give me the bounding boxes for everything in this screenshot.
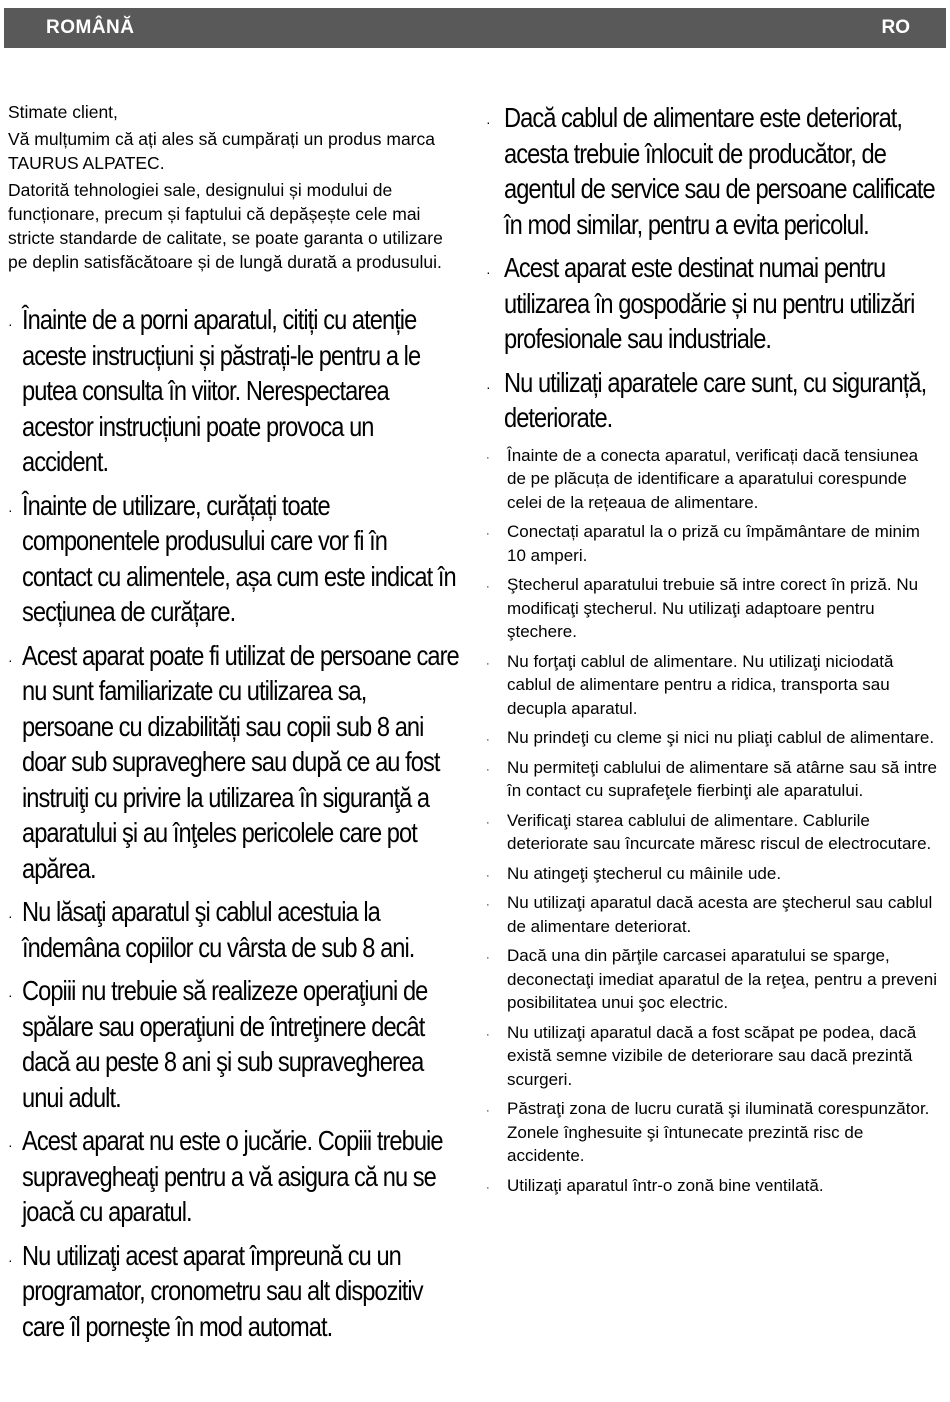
list-item-text: Nu permiteţi cablului de alimentare să atârne sau să intre în contact cu suprafeţele fierbinţi ale aparatului. [507,757,937,800]
list-item-text: Acest aparat poate fi utilizat de persoane care nu sunt familiarizate cu utilizarea sa, persoane cu dizabilități sau copii sub 8 ani doar sub supraveghere sau după ce au fost instruiţi cu privire la utilizarea în siguranţă a aparatului şi au înţeles pericolele care pot apărea. [22,639,459,884]
list-item [8,894,463,965]
list-item [486,650,941,721]
list-item [486,891,941,938]
list-item [486,1174,941,1198]
list-item [8,1123,463,1230]
list-item [486,573,941,644]
list-item [486,1097,941,1168]
right-column [486,100,941,1203]
list-item [486,444,941,515]
bullet-icon: · [486,581,490,593]
bullet-icon: · [486,528,490,540]
language-title: ROMÂNĂ [46,17,135,38]
list-item-text: Nu utilizaţi acest aparat împreună cu un programator, cronometru sau alt dispozitiv care îl porneşte în mod automat. [22,1239,423,1342]
list-item [486,809,941,856]
bullet-icon: · [8,501,12,518]
list-item-text: Nu forţaţi cablul de alimentare. Nu utilizaţi niciodată cablul de alimentare pentru a ridica, transporta sau decupla aparatul. [507,651,894,718]
bullet-icon: · [486,451,490,464]
bullet-icon: · [8,316,12,332]
safety-list-left [8,302,463,1344]
list-item [486,944,941,1015]
list-item-text: Acest aparat nu este o jucărie. Copiii trebuie supravegheaţi pentru a vă asigura că nu se joacă cu aparatul. [22,1125,443,1227]
list-item [486,1021,941,1092]
bullet-icon: · [486,657,490,670]
intro [8,100,463,274]
language-code: RO [881,17,910,38]
bullet-icon: · [486,1105,490,1117]
bullet-icon: · [486,763,490,776]
list-item [486,100,941,242]
bullet-icon: · [8,908,12,924]
list-item [8,1238,463,1345]
bullet-icon: · [486,816,490,829]
bullet-icon: · [486,114,490,130]
list-item-text: Conectați aparatul la o priză cu împământare de minim 10 amperi. [507,522,920,565]
greeting: Stimate client, [8,102,118,122]
list-item-text: Nu utilizaţi aparatul dacă acesta are ştecherul sau cablul de alimentare deteriorat. [507,893,933,936]
list-item-text: Acest aparat este destinat numai pentru utilizarea în gospodărie și nu pentru utilizări profesionale sau industriale. [504,252,915,354]
list-item [8,302,463,480]
list-item-text: Înainte de utilizare, curățați toate componentele produsului care vor fi în contact cu alimentele, așa cum este indicat în secțiunea de curățare. [22,489,456,627]
list-item [486,250,941,357]
intro-body: Datorită tehnologiei sale, designului și modului de funcționare, precum și faptului că depășește cele mai stricte standarde de calitate, se poate garanta o utilizare pe deplin satisfăcătoare și de lungă durată a produsului. [8,180,443,272]
section-header [4,8,946,48]
safety-list-right-large [486,100,941,436]
bullet-icon: · [486,264,490,280]
bullet-icon: · [8,651,12,668]
list-item-text: Dacă cablul de alimentare este deteriorat, acesta trebuie înlocuit de producător, de agentul de service sau de persoane calificate în mod similar, pentru a evita pericolul. [504,102,935,240]
list-item-text: Nu atingeţi ştecherul cu mâinile ude. [507,863,782,883]
list-item [8,488,463,630]
thanks-text: Vă mulțumim că ați ales să cumpărați un produs marca TAURUS ALPATEC. [8,129,435,173]
bullet-icon: · [486,1028,490,1041]
list-item-text: Utilizaţi aparatul într-o zonă bine ventilată. [507,1175,824,1195]
list-item-text: Păstraţi zona de lucru curată şi iluminată corespunzător. Zonele înghesuite şi întunecate prezintă risc de accidente. [507,1099,930,1165]
list-item-text: Nu prindeţi cu cleme şi nici nu pliaţi cablul de alimentare. [507,728,935,747]
bullet-icon: · [486,899,490,911]
bullet-icon: · [8,987,12,1003]
bullet-icon: · [8,1137,12,1153]
bullet-icon: · [486,378,490,395]
safety-list-right-small [486,444,941,1198]
list-item-text: Nu utilizaţi aparatul dacă a fost scăpat pe podea, dacă există semne vizibile de deteriorare sau dacă prezintă scurgeri. [507,1022,917,1089]
list-item [486,756,941,803]
bullet-icon: · [486,1181,490,1194]
list-item-text: Nu lăsaţi aparatul şi cablul acestuia la îndemâna copiilor cu vârsta de sub 8 ani. [22,896,415,963]
list-item-text: Ştecherul aparatului trebuie să intre corect în priză. Nu modificaţi ştecherul. Nu utilizaţi adaptoare pentru ştechere. [507,575,919,641]
bullet-icon: · [486,869,490,882]
list-item [486,726,941,750]
bullet-icon: · [486,734,490,746]
list-item-text: Dacă una din părţile carcasei aparatului se sparge, deconectaţi imediat aparatul de la reţea, pentru a preveni posibilitatea unui şoc electric. [507,946,937,1012]
list-item [8,973,463,1115]
left-column [8,100,463,1352]
list-item [486,365,941,436]
bullet-icon: · [486,952,490,964]
list-item [8,638,463,887]
bullet-icon: · [8,1251,12,1268]
list-item [486,520,941,567]
list-item-text: Copiii nu trebuie să realizeze operaţiuni de spălare sau operaţiuni de întreţinere decât dacă au peste 8 ani şi sub supravegherea unui adult. [22,975,428,1113]
list-item-text: Înainte de a conecta aparatul, verificați dacă tensiunea de pe plăcuța de identificare a aparatului corespunde celei de la rețeaua de alimentare. [507,445,919,512]
list-item [486,862,941,886]
list-item-text: Înainte de a porni aparatul, citiți cu atenție aceste instrucțiuni și păstrați-le pentru a le putea consulta în viitor. Nerespectarea acestor instrucțiuni poate provoca un accident. [22,304,421,477]
list-item-text: Verificaţi starea cablului de alimentare. Cablurile deteriorate sau încurcate măresc riscul de electrocutare. [507,810,932,853]
list-item-text: Nu utilizați aparatele care sunt, cu siguranță, deteriorate. [504,366,927,433]
